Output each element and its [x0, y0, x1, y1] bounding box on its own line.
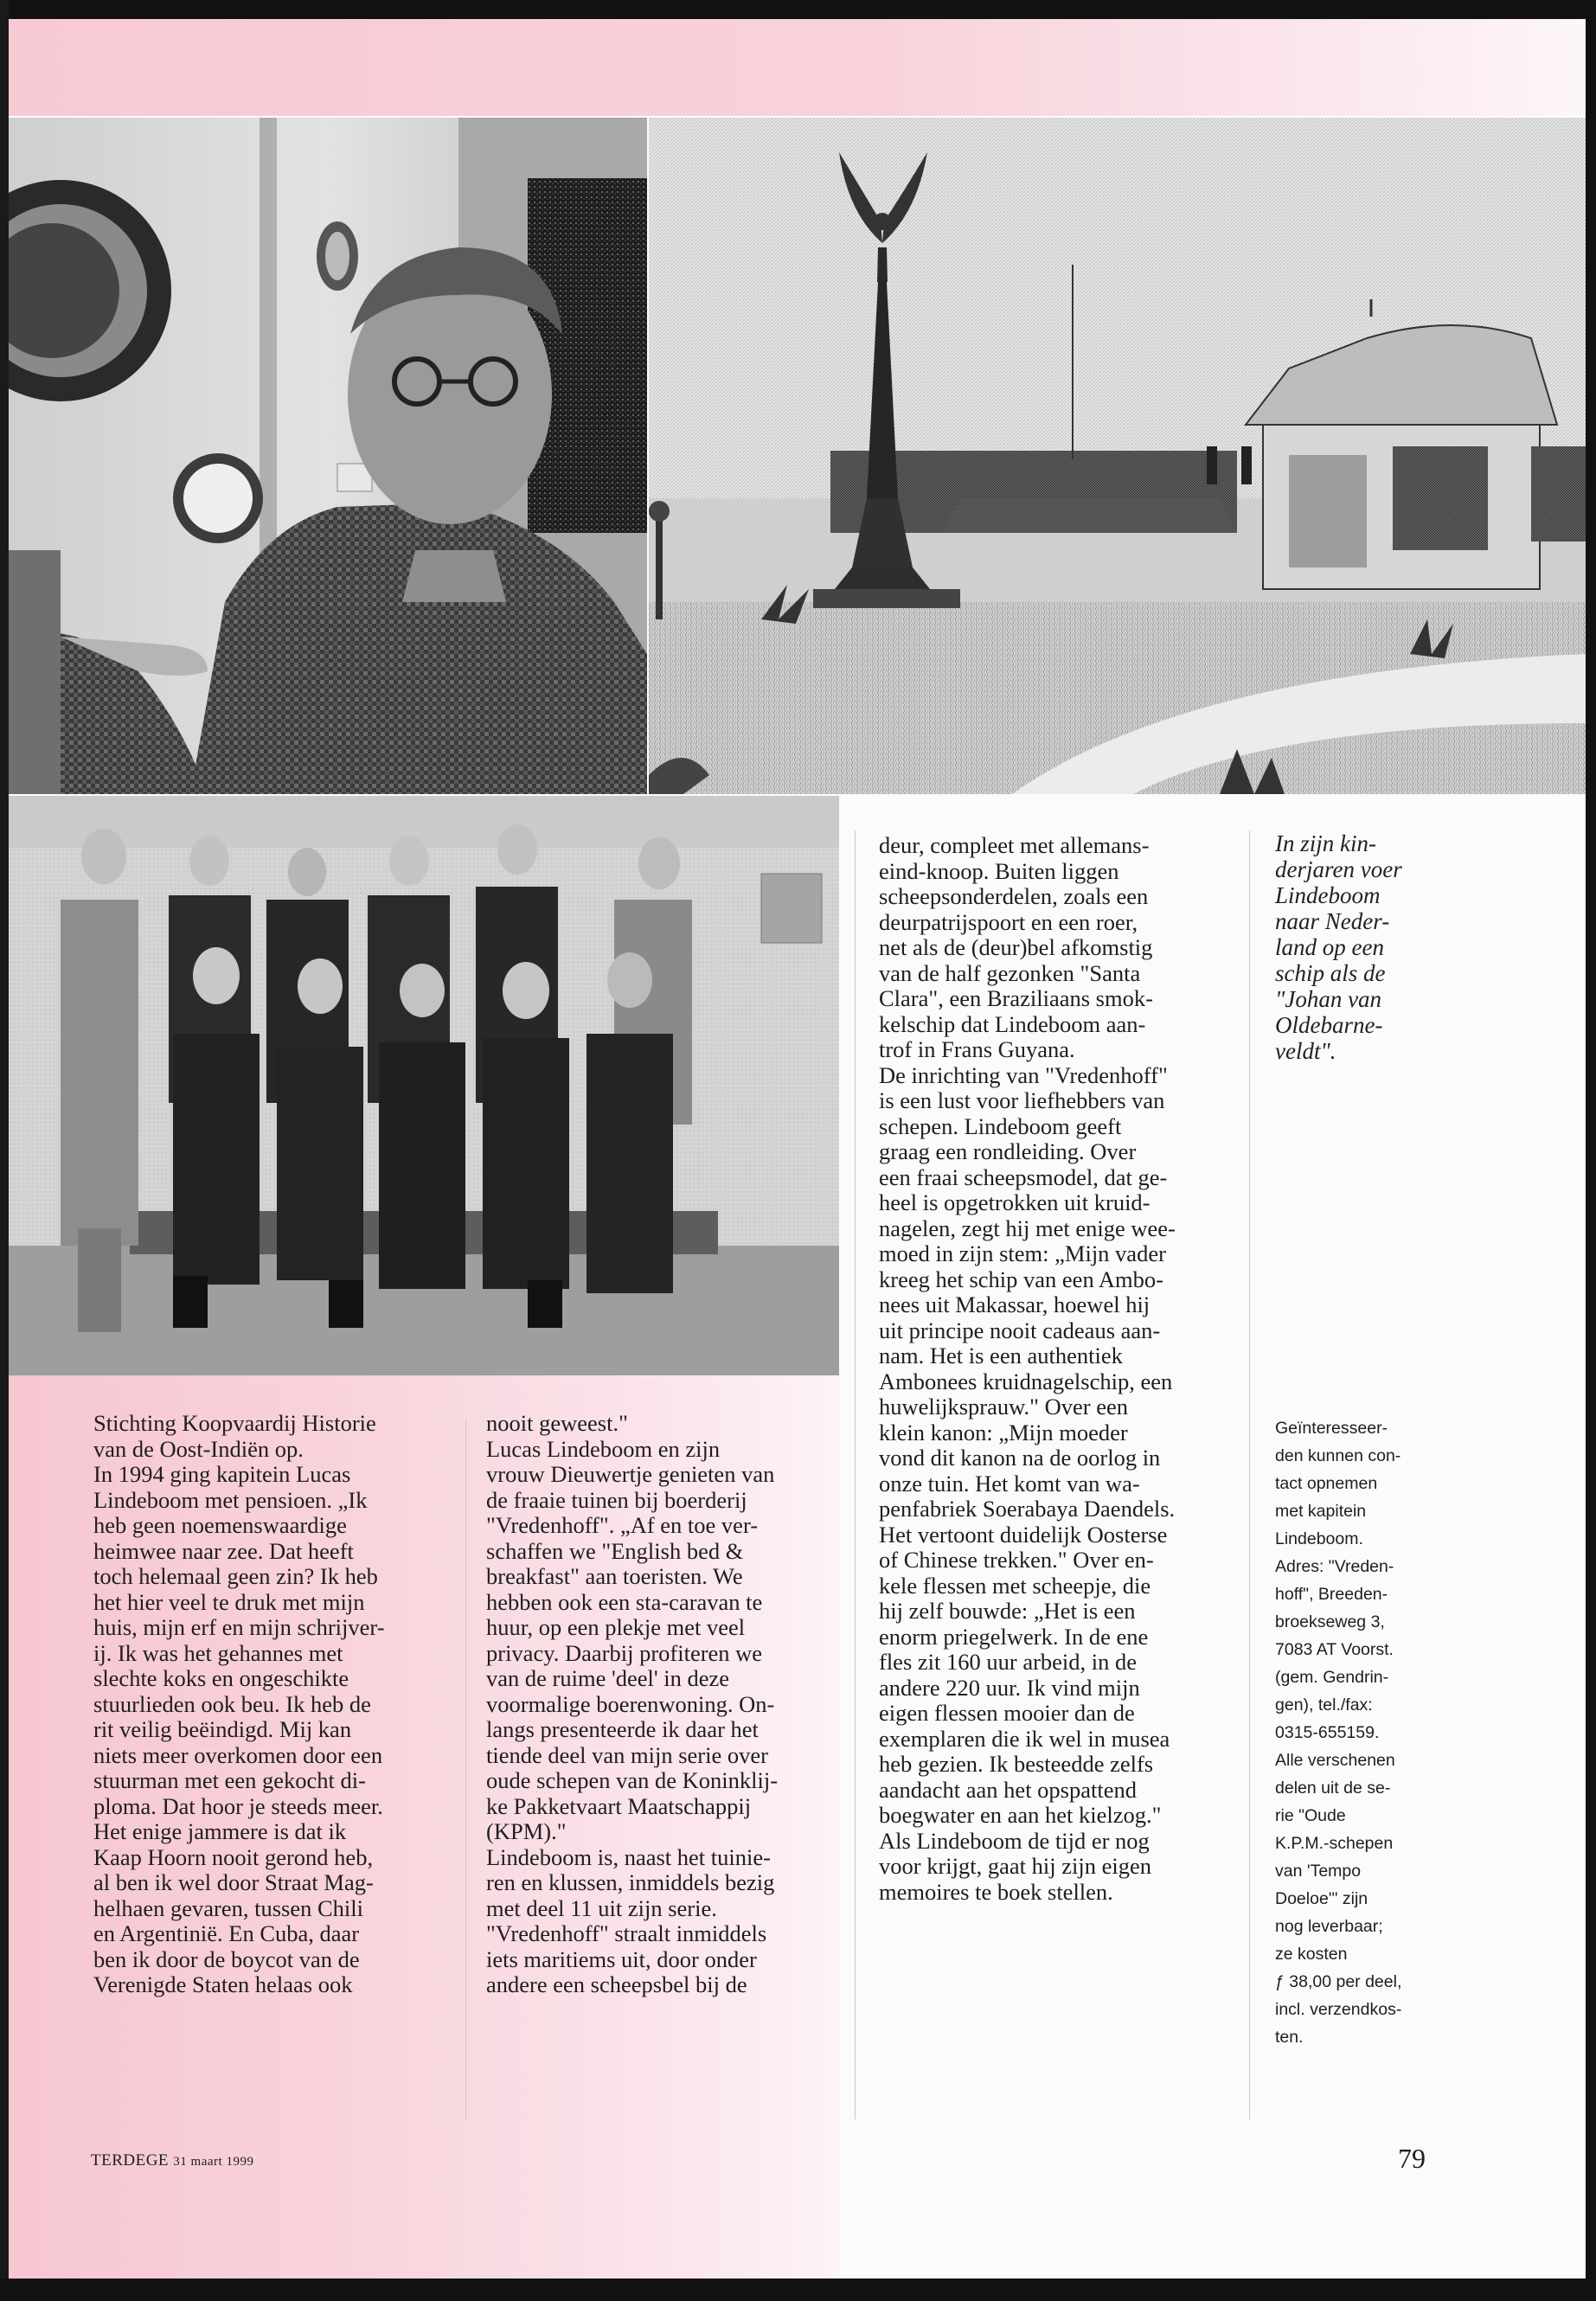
publication-date: 31 maart 1999 — [173, 2155, 254, 2169]
text-line: helhaen gevaren, tussen Chili — [93, 1894, 364, 1921]
article-column-1 — [93, 1411, 474, 1998]
sidebar-line: Doeloe'" zijn — [1275, 1889, 1368, 1908]
text-line: toch helemaal geen zin? Ik heb — [93, 1563, 378, 1589]
text-line: ren en klussen, inmiddels bezig — [486, 1869, 775, 1895]
text-line: heb geen noemenswaardige — [93, 1512, 347, 1538]
article-column-2 — [486, 1411, 849, 1998]
text-line: Ambonees kruidnagelschip, een — [879, 1368, 1173, 1394]
text-line: De inrichting van "Vredenhoff" — [879, 1061, 1168, 1088]
text-line: "Vredenhoff". „Af en toe ver- — [486, 1512, 759, 1538]
text-line: hebben ook een sta-caravan te — [486, 1588, 763, 1615]
text-line: kelschip dat Lindeboom aan- — [879, 1010, 1146, 1037]
text-line: memoires te boek stellen. — [879, 1878, 1113, 1905]
column-separator — [465, 1419, 466, 2119]
sidebar-line: K.P.M.-schepen — [1275, 1834, 1394, 1853]
sidebar-line: ƒ 38,00 per deel, — [1275, 1972, 1402, 1991]
caption-line: In zijn kin- — [1275, 830, 1376, 856]
text-line: heimwee naar zee. Dat heeft — [93, 1537, 354, 1564]
caption-line: Lindeboom — [1275, 882, 1381, 908]
text-line: hij zelf bouwde: „Het is een — [879, 1598, 1136, 1624]
sidebar-line: Alle verschenen — [1275, 1751, 1395, 1770]
text-line: "Vredenhoff" straalt inmiddels — [486, 1920, 767, 1946]
text-line: enorm priegelwerk. In de ene — [879, 1623, 1149, 1650]
sidebar-line: Lindeboom. — [1275, 1529, 1363, 1548]
text-line: oude schepen van de Koninklij- — [486, 1767, 779, 1793]
text-line: huwelijksprauw." Over een — [879, 1394, 1128, 1420]
sidebar-line: Adres: "Vreden- — [1275, 1557, 1394, 1576]
text-line: nagelen, zegt hij met enige wee- — [879, 1215, 1176, 1241]
text-line: of Chinese trekken." Over en- — [879, 1547, 1154, 1573]
text-line: In 1994 ging kapitein Lucas — [93, 1461, 351, 1487]
text-line: uit principe nooit cadeaus aan- — [879, 1317, 1161, 1343]
text-line: kele flessen met scheepje, die — [879, 1572, 1151, 1599]
text-line: aandacht aan het opspattend — [879, 1776, 1137, 1803]
page-number: 79 — [1398, 2143, 1426, 2174]
text-line: Lindeboom met pensioen. „Ik — [93, 1486, 368, 1513]
text-line: ij. Ik was het gehannes met — [93, 1639, 343, 1666]
text-line: Kaap Hoorn nooit gerond heb, — [93, 1843, 374, 1870]
sidebar-line: Geïnteresseer- — [1275, 1419, 1388, 1438]
text-line: deur, compleet met allemans- — [879, 832, 1150, 858]
page-bottom-border — [0, 2279, 1596, 2301]
text-line: exemplaren die ik wel in musea — [879, 1725, 1170, 1752]
group-photo-image — [9, 796, 839, 1375]
sidebar-line: ze kosten — [1275, 1945, 1348, 1964]
drawing-illustration-image — [649, 118, 1586, 794]
text-line: eind-knoop. Buiten liggen — [879, 857, 1119, 884]
text-line: heel is opgetrokken uit kruid- — [879, 1189, 1151, 1215]
text-line: andere een scheepsbel bij de — [486, 1971, 747, 1997]
caption-line: land op een — [1275, 934, 1384, 960]
text-line: nooit geweest." — [486, 1410, 628, 1436]
text-line: klein kanon: „Mijn moeder — [879, 1419, 1128, 1445]
text-line: net als de (deur)bel afkomstig — [879, 934, 1153, 960]
text-line: langs presenteerde ik daar het — [486, 1716, 759, 1742]
text-line: nam. Het is een authentiek — [879, 1343, 1123, 1368]
text-line: stuurlieden ook beu. Ik heb de — [93, 1690, 371, 1717]
text-line: andere 220 uur. Ik vind mijn — [879, 1674, 1140, 1701]
text-line: eigen flessen mooier dan de — [879, 1700, 1135, 1726]
text-line: breakfast" aan toeristen. We — [486, 1563, 743, 1589]
text-line: Lucas Lindeboom en zijn — [486, 1435, 721, 1462]
text-line: tiende deel van mijn serie over — [486, 1741, 768, 1768]
text-line: nees uit Makassar, hoewel hij — [879, 1292, 1151, 1317]
caption-line: schip als de — [1275, 960, 1386, 986]
portrait-photo-image — [9, 118, 647, 794]
sidebar-line: ten. — [1275, 2028, 1304, 2047]
sidebar-line: nog leverbaar; — [1275, 1917, 1383, 1936]
group-photo — [9, 796, 839, 1375]
portrait-photo — [9, 118, 647, 794]
text-line: (KPM)." — [486, 1818, 567, 1844]
text-line: de fraaie tuinen bij boerderij — [486, 1486, 747, 1513]
text-line: huis, mijn erf en mijn schrijver- — [93, 1614, 385, 1640]
sidebar-line: 7083 AT Voorst. — [1275, 1640, 1394, 1659]
page-left-border — [0, 0, 9, 2301]
drawing-illustration — [649, 118, 1586, 794]
text-line: privacy. Daarbij profiteren we — [486, 1639, 763, 1666]
text-line: met deel 11 uit zijn serie. — [486, 1894, 717, 1921]
caption-line: naar Neder- — [1275, 908, 1390, 934]
text-line: niets meer overkomen door een — [93, 1741, 383, 1768]
text-line: voormalige boerenwoning. On- — [486, 1690, 775, 1717]
caption-line: "Johan van — [1275, 986, 1382, 1012]
column-separator — [855, 830, 856, 2119]
sidebar-line: gen), tel./fax: — [1275, 1695, 1373, 1715]
text-line: van de ruime 'deel' in deze — [486, 1665, 730, 1691]
text-line: heb gezien. Ik besteedde zelfs — [879, 1751, 1154, 1777]
photo-caption — [1275, 830, 1535, 1064]
text-line: Het enige jammere is dat ik — [93, 1818, 347, 1844]
text-line: moed in zijn stem: „Mijn vader — [879, 1240, 1166, 1266]
text-line: al ben ik wel door Straat Mag- — [93, 1869, 374, 1895]
text-line: schaffen we "English bed & — [486, 1537, 744, 1564]
text-line: scheepsonderdelen, zoals een — [879, 883, 1149, 909]
sidebar-line: incl. verzendkos- — [1275, 2000, 1402, 2019]
text-line: Lindeboom is, naast het tuinie- — [486, 1843, 771, 1870]
text-line: graag een rondleiding. Over — [879, 1138, 1137, 1164]
sidebar-line: (gem. Gendrin- — [1275, 1668, 1389, 1687]
text-line: Het vertoont duidelijk Oosterse — [879, 1521, 1168, 1548]
article-column-3 — [879, 833, 1259, 1905]
text-line: boegwater en aan het kielzog." — [879, 1802, 1162, 1828]
caption-line: Oldebarne- — [1275, 1012, 1383, 1038]
text-line: schepen. Lindeboom geeft — [879, 1112, 1122, 1139]
sidebar-line: hoff", Breeden- — [1275, 1585, 1388, 1604]
text-line: onze tuin. Het komt van wa- — [879, 1470, 1140, 1497]
text-line: vond dit kanon na de oorlog in — [879, 1445, 1161, 1471]
caption-line: derjaren voer — [1275, 856, 1402, 882]
text-line: trof in Frans Guyana. — [879, 1036, 1075, 1062]
page-right-border — [1586, 0, 1596, 2301]
text-line: fles zit 160 uur arbeid, in de — [879, 1649, 1138, 1675]
text-line: het hier veel te druk met mijn — [93, 1588, 365, 1615]
text-line: van de half gezonken "Santa — [879, 959, 1141, 986]
text-line: deurpatrijspoort en een roer, — [879, 908, 1138, 935]
text-line: ben ik door de boycot van de — [93, 1945, 360, 1972]
text-line: huur, op een plekje met veel — [486, 1614, 746, 1640]
text-line: Stichting Koopvaardij Historie — [93, 1410, 376, 1436]
sidebar-line: rie "Oude — [1275, 1806, 1346, 1825]
sidebar-line: broekseweg 3, — [1275, 1612, 1385, 1631]
text-line: kreeg het schip van een Ambo- — [879, 1266, 1163, 1292]
sidebar-line: tact opnemen — [1275, 1474, 1378, 1493]
contact-sidebar — [1275, 1414, 1517, 2051]
page-top-border — [0, 0, 1596, 19]
text-line: Clara", een Braziliaans smok- — [879, 985, 1153, 1011]
text-line: is een lust voor liefhebbers van — [879, 1087, 1165, 1113]
sidebar-line: 0315-655159. — [1275, 1723, 1380, 1742]
pink-header-band — [9, 19, 1586, 116]
sidebar-line: delen uit de se- — [1275, 1779, 1391, 1798]
text-line: stuurman met een gekocht di- — [93, 1767, 366, 1793]
publication-footer — [91, 2151, 253, 2170]
publication-name: TERDEGE — [91, 2151, 170, 2170]
text-line: penfabriek Soerabaya Daendels. — [879, 1496, 1176, 1522]
text-line: voor krijgt, gaat hij zijn eigen — [879, 1853, 1151, 1879]
text-line: een fraai scheepsmodel, dat ge- — [879, 1163, 1168, 1190]
text-line: slechte koks en ongeschikte — [93, 1665, 349, 1691]
text-line: iets maritiems uit, door onder — [486, 1945, 757, 1972]
text-line: ploma. Dat hoor je steeds meer. — [93, 1792, 383, 1819]
text-line: Verenigde Staten helaas ook — [93, 1971, 353, 1997]
text-line: ke Pakketvaart Maatschappij — [486, 1792, 752, 1819]
text-line: Als Lindeboom de tijd er nog — [879, 1827, 1150, 1854]
column-separator — [1249, 830, 1250, 2119]
sidebar-line: van 'Tempo — [1275, 1862, 1362, 1881]
caption-line: veldt". — [1275, 1038, 1336, 1064]
sidebar-line: den kunnen con- — [1275, 1446, 1401, 1465]
text-line: vrouw Dieuwertje genieten van — [486, 1461, 775, 1487]
sidebar-line: met kapitein — [1275, 1502, 1367, 1521]
text-line: van de Oost-Indiën op. — [93, 1435, 304, 1462]
text-line: rit veilig beëindigd. Mij kan — [93, 1716, 352, 1742]
text-line: en Argentinië. En Cuba, daar — [93, 1920, 360, 1946]
